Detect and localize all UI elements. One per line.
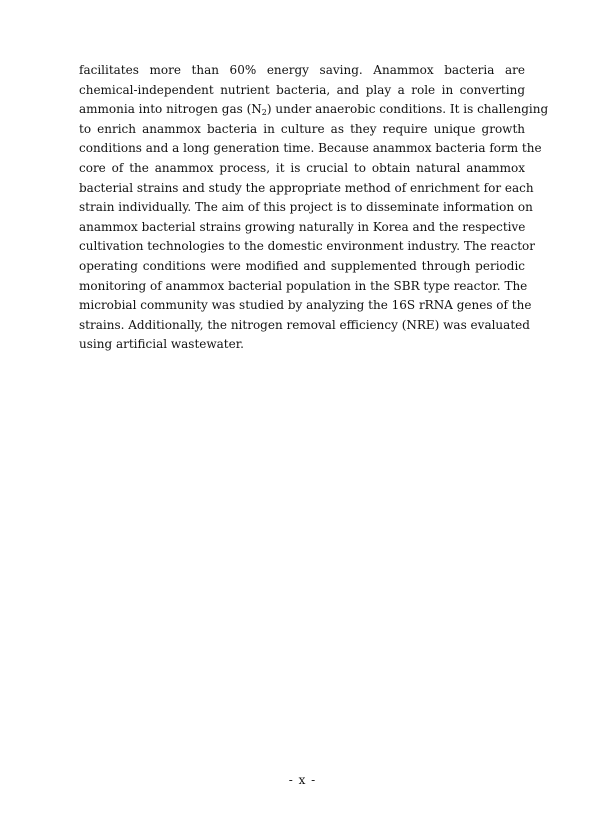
paragraph-line: microbial community was studied by analyzing the 16S rRNA genes of the xyxy=(79,298,532,313)
paragraph-line: operating conditions were modified and supplemented through periodic xyxy=(79,258,525,273)
paragraph-line: strain individually. The aim of this project is to disseminate information on xyxy=(79,200,533,215)
paragraph-line: core of the anammox process, it is crucial to obtain natural anammox xyxy=(79,160,525,175)
paragraph-line: monitoring of anammox bacterial population in the SBR type reactor. The xyxy=(79,278,528,293)
paragraph-line: chemical-independent nutrient bacteria, and play a role in converting xyxy=(79,82,525,97)
page-number: - x - xyxy=(288,773,317,787)
paragraph-line-last: using artificial wastewater. xyxy=(79,337,244,352)
paragraph-line: anammox bacterial strains growing naturally in Korea and the respective xyxy=(79,219,526,234)
paragraph-line: bacterial strains and study the appropriate method of enrichment for each xyxy=(79,180,534,195)
paragraph-line-with-subscript xyxy=(79,100,549,120)
paragraph-line: to enrich anammox bacteria in culture as they require unique growth xyxy=(79,121,525,136)
paragraph-line: cultivation technologies to the domestic environment industry. The reactor xyxy=(79,239,535,254)
paragraph-line: facilitates more than 60% energy saving. Anammox bacteria are xyxy=(79,63,525,77)
paragraph-line: conditions and a long generation time. Because anammox bacteria form the xyxy=(79,141,542,156)
line-text-after-subscript: ) under anaerobic conditions. It is challenging xyxy=(266,102,549,117)
abstract-paragraph xyxy=(79,61,549,355)
line-text-before-subscript: ammonia into nitrogen gas (N xyxy=(79,102,262,117)
paragraph-line: strains. Additionally, the nitrogen removal efficiency (NRE) was evaluated xyxy=(79,317,530,332)
subscript-2: 2 xyxy=(261,108,267,118)
